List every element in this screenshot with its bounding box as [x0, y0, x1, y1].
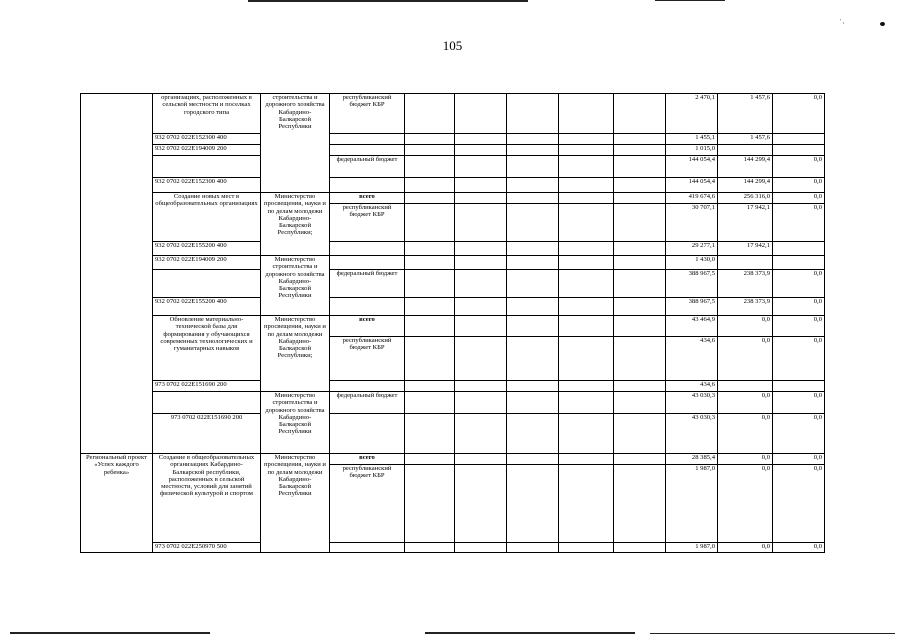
value-cell: 28 385,4 [666, 454, 718, 465]
value-cell: 17 942,1 [718, 242, 773, 256]
table-row [81, 193, 877, 204]
funding-source-cell: республиканский бюджет КБР [330, 204, 405, 242]
value-cell: 388 967,5 [666, 298, 718, 316]
measure-cell [153, 156, 261, 178]
budget-code-cell: 973 0702 022E250970 500 [153, 543, 261, 553]
value-cell: 43 464,9 [666, 316, 718, 337]
value-cell [773, 145, 825, 156]
value-cell [773, 256, 825, 270]
budget-code-cell: 932 0702 022E155200 400 [153, 242, 261, 256]
project-cell [81, 94, 153, 454]
table-row [81, 270, 877, 298]
executor-cell: Министерство просвещения, науки и по делам молодежи Кабардино-Балкарской Республики; [261, 193, 330, 256]
value-cell: 144 299,4 [718, 156, 773, 178]
table-row [81, 414, 877, 454]
executor-cell: Министерство просвещения, науки и по делам молодежи Кабардино-Балкарской Республики; [261, 316, 330, 392]
value-cell: 238 373,9 [718, 270, 773, 298]
value-cell: 1 987,0 [666, 465, 718, 543]
scan-line-bottom [425, 632, 635, 634]
value-cell: 1 455,1 [666, 134, 718, 145]
value-cell: 144 299,4 [718, 178, 773, 193]
table-row [81, 156, 877, 178]
value-cell: 419 674,6 [666, 193, 718, 204]
measure-cell: Обновление материально-технической базы для формирования у обучающихся современных технологических и гуманитарных навыков [153, 316, 261, 381]
value-cell: 0,0 [773, 270, 825, 298]
value-cell: 0,0 [773, 204, 825, 242]
value-cell: 0,0 [773, 337, 825, 381]
budget-code-cell: 973 0702 022E151690 200 [153, 381, 261, 392]
table-row [81, 298, 877, 316]
value-cell: 434,6 [666, 337, 718, 381]
scan-dot [880, 22, 885, 26]
value-cell: 1 457,6 [718, 94, 773, 134]
value-cell: 0,0 [773, 156, 825, 178]
value-cell: 0,0 [773, 178, 825, 193]
value-cell: 30 707,1 [666, 204, 718, 242]
measure-cell: организациях, расположенных в сельской местности и поселках городского типа [153, 94, 261, 134]
table-row [81, 178, 877, 193]
value-cell: 434,6 [666, 381, 718, 392]
funding-source-cell: всего [330, 193, 405, 204]
value-cell [773, 242, 825, 256]
table-row [81, 316, 877, 337]
table-row [81, 381, 877, 392]
value-cell [718, 256, 773, 270]
measure-cell: Создание новых мест в общеобразовательных организациях [153, 193, 261, 242]
table-row [81, 543, 877, 553]
value-cell: 0,0 [773, 94, 825, 134]
budget-code-cell: 932 0702 022E194009 200 [153, 256, 261, 270]
value-cell: 144 054,4 [666, 156, 718, 178]
scan-line-bottom [650, 633, 895, 634]
value-cell: 29 277,1 [666, 242, 718, 256]
value-cell: 1 015,0 [666, 145, 718, 156]
value-cell: 0,0 [773, 543, 825, 553]
executor-cell: Министерство строительства и дорожного хозяйства Кабардино-Балкарской Республики [261, 392, 330, 454]
project-cell: Региональный проект «Успех каждого ребенка» [81, 454, 153, 553]
value-cell: 0,0 [773, 316, 825, 337]
budget-code-cell: 932 0702 022E152300 400 [153, 178, 261, 193]
funding-source-cell: республиканский бюджет КБР [330, 337, 405, 381]
value-cell: 1 987,0 [666, 543, 718, 553]
value-cell: 0,0 [773, 454, 825, 465]
budget-code-cell: 932 0702 022E194009 200 [153, 145, 261, 156]
value-cell: 0,0 [718, 414, 773, 454]
measure-cell [153, 392, 261, 414]
value-cell: 0,0 [773, 465, 825, 543]
value-cell: 43 030,3 [666, 414, 718, 454]
table-row [81, 94, 877, 134]
value-cell: 0,0 [773, 298, 825, 316]
budget-table [80, 93, 877, 553]
value-cell: 0,0 [718, 337, 773, 381]
value-cell: 0,0 [773, 414, 825, 454]
value-cell: 43 030,3 [666, 392, 718, 414]
value-cell: 1 457,6 [718, 134, 773, 145]
value-cell: 0,0 [773, 193, 825, 204]
table-row [81, 256, 877, 270]
scan-line-top [655, 0, 725, 1]
measure-cell [153, 270, 261, 298]
value-cell [773, 134, 825, 145]
measure-cell: Создание в общеобразовательных организациях Кабардино-Балкарской республики, расположенных в сельской местности, условий для занятий физической культурой и спортом [153, 454, 261, 543]
value-cell: 0,0 [718, 465, 773, 543]
value-cell: 0,0 [773, 392, 825, 414]
value-cell: 0,0 [718, 543, 773, 553]
funding-source-cell: федеральный бюджет [330, 392, 405, 414]
value-cell [773, 381, 825, 392]
value-cell: 0,0 [718, 316, 773, 337]
executor-cell: Министерство просвещения, науки и по делам молодежи Кабардино-Балкарской Республики [261, 454, 330, 553]
corner-marks: ' , [840, 19, 845, 25]
funding-source-cell: республиканский бюджет КБР [330, 465, 405, 543]
value-cell: 0,0 [718, 392, 773, 414]
value-cell [718, 145, 773, 156]
table-row [81, 242, 877, 256]
funding-source-cell: всего [330, 454, 405, 465]
table-row [81, 134, 877, 145]
scan-line-bottom [10, 632, 210, 634]
page-number: 105 [442, 38, 463, 53]
value-cell: 144 054,4 [666, 178, 718, 193]
funding-source-cell: республиканский бюджет КБР [330, 94, 405, 134]
executor-cell: Министерство строительства и дорожного хозяйства Кабардино-Балкарской Республики [261, 256, 330, 316]
value-cell: 238 373,9 [718, 298, 773, 316]
value-cell: 388 967,5 [666, 270, 718, 298]
funding-source-cell: федеральный бюджет [330, 270, 405, 298]
table-row [81, 392, 877, 414]
value-cell: 256 316,0 [718, 193, 773, 204]
value-cell: 17 942,1 [718, 204, 773, 242]
funding-source-cell: федеральный бюджет [330, 156, 405, 178]
table-row [81, 145, 877, 156]
executor-cell: строительства и дорожного хозяйства Кабардино-Балкарской Республики [261, 94, 330, 193]
value-cell: 1 430,0 [666, 256, 718, 270]
funding-source-cell: всего [330, 316, 405, 337]
budget-code-cell: 932 0702 022E155200 400 [153, 298, 261, 316]
scan-line-top [248, 0, 528, 2]
budget-code-cell: 932 0702 022E152300 400 [153, 134, 261, 145]
value-cell: 0,0 [718, 454, 773, 465]
value-cell: 2 470,1 [666, 94, 718, 134]
value-cell [718, 381, 773, 392]
budget-code-cell: 973 0702 022E151690 200 [153, 414, 261, 454]
table-row [81, 454, 877, 465]
